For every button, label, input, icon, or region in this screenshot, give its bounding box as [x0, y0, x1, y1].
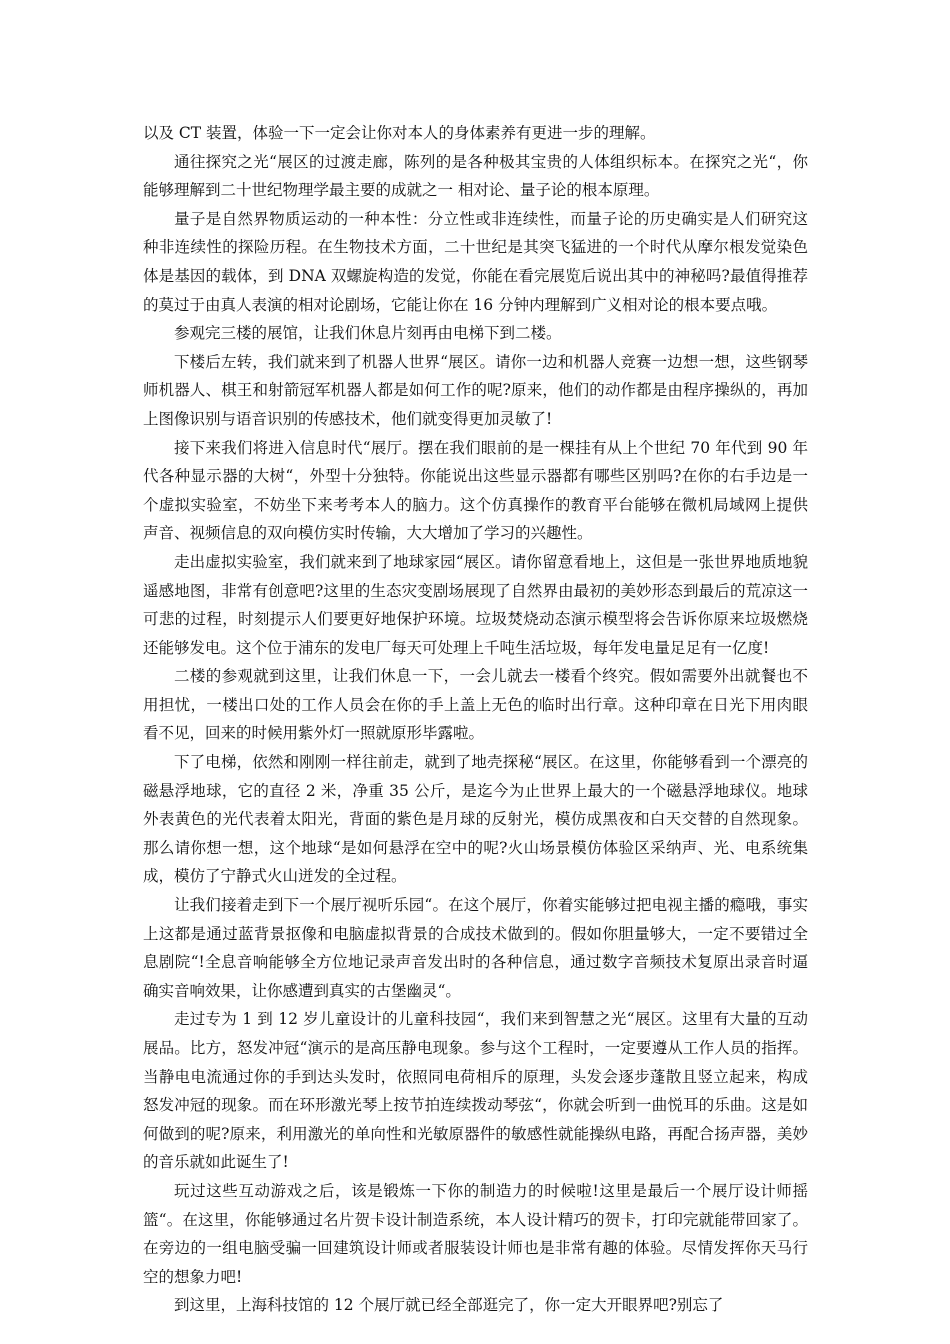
document-body — [143, 119, 808, 1320]
paragraph: 下楼后左转，我们就来到了机器人世界“展区。请你一边和机器人竞赛一边想一想，这些钢琴师机器人、棋王和射箭冠军机器人都是如何工作的呢?原来，他们的动作都是由程序操纵的，再加上图像识别与语音识别的传感技术，他们就变得更加灵敏了! — [143, 352, 808, 428]
paragraph: 让我们接着走到下一个展厅视听乐园“。在这个展厅，你着实能够过把电视主播的瘾哦，事实上这都是通过蓝背景抠像和电脑虚拟背景的合成技术做到的。假如你胆量够大，一定不要错过全息剧院“!全息音响能够全方位地记录声音发出时的各种信息，通过数字音频技术复原出录音时逼确实音响效果，让你感遭到真实的古堡幽灵“。 — [143, 896, 808, 1000]
paragraph: 二楼的参观就到这里，让我们休息一下，一会儿就去一楼看个终究。假如需要外出就餐也不用担忧，一楼出口处的工作人员会在你的手上盖上无色的临时出行章。这种印章在日光下用肉眼看不见，回来的时候用紫外灯一照就原形毕露啦。 — [143, 667, 808, 743]
paragraph: 走过专为 1 到 12 岁儿童设计的儿童科技园“，我们来到智慧之光“展区。这里有大量的互动展品。比方，怒发冲冠“演示的是高压静电现象。参与这个工程时，一定要遵从工作人员的指挥。当静电电流通过你的手到达头发时，依照同电荷相斥的原理，头发会逐步蓬散且竖立起来，构成怒发冲冠的现象。而在环形激光琴上按节拍连续拨动琴弦“，你就会听到一曲悦耳的乐曲。这是如何做到的呢?原来，利用激光的单向性和光敏原器件的敏感性就能操纵电路，再配合扬声器，美妙的音乐就如此诞生了! — [143, 1010, 808, 1172]
paragraph: 走出虚拟实验室，我们就来到了地球家园“展区。请你留意看地上，这但是一张世界地质地貌遥感地图，非常有创意吧?这里的生态灾变剧场展现了自然界由最初的美妙形态到最后的荒凉这一可悲的过程，时刻提示人们要更好地保护环境。垃圾焚烧动态演示模型将会告诉你原来垃圾燃烧还能够发电。这个位于浦东的发电厂每天可处理上千吨生活垃圾，每年发电量足足有一亿度! — [143, 552, 808, 657]
paragraph: 量子是自然界物质运动的一种本性：分立性或非连续性，而量子论的历史确实是人们研究这种非连续性的探险历程。在生物技术方面，二十世纪是其突飞猛进的一个时代从摩尔根发觉染色体是基因的载体，到 DNA 双螺旋构造的发觉，你能在看完展览后说出其中的神秘吗?最值得推荐的莫过于由真人表演的相对论剧场，它能让你在 16 分钟内理解到广义相对论的根本要点哦。 — [143, 209, 808, 314]
paragraph: 参观完三楼的展馆，让我们休息片刻再由电梯下到二楼。 — [174, 324, 562, 343]
paragraph: 以及 CT 装置，体验一下一定会让你对本人的身体素养有更进一步的理解。 — [143, 124, 656, 142]
paragraph: 到这里，上海科技馆的 12 个展厅就已经全部逛完了，你一定大开眼界吧?别忘了 — [174, 1296, 724, 1315]
paragraph: 玩过这些互动游戏之后，该是锻炼一下你的制造力的时候啦!这里是最后一个展厅设计师摇篮“。在这里，你能够通过名片贺卡设计制造系统，本人设计精巧的贺卡，打印完就能带回家了。在旁边的一组电脑受骗一回建筑设计师或者服装设计师也是非常有趣的体验。尽情发挥你天马行空的想象力吧! — [143, 1181, 808, 1286]
paragraph: 接下来我们将进入信息时代“展厅。摆在我们眼前的是一棵挂有从上个世纪 70 年代到 90 年代各种显示器的大树“，外型十分独特。你能说出这些显示器都有哪些区别吗?在你的右手边是一个虚拟实验室，不妨坐下来考考本人的脑力。这个仿真操作的教育平台能够在微机局域网上提供声音、视频信息的双向模仿实时传输，大大增加了学习的兴趣性。 — [143, 438, 808, 543]
paragraph: 下了电梯，依然和刚刚一样往前走，就到了地壳探秘“展区。在这里，你能够看到一个漂亮的磁悬浮地球，它的直径 2 米，净重 35 公斤，是迄今为止世界上最大的一个磁悬浮地球仪。地球外表黄色的光代表着太阳光，背面的紫色是月球的反射光，模仿成黑夜和白天交替的自然现象。那么请你想一想，这个地球“是如何悬浮在空中的呢?火山场景模仿体验区采纳声、光、电系统集成，模仿了宁静式火山迸发的全过程。 — [143, 753, 808, 886]
paragraph: 通往探究之光“展区的过渡走廊，陈列的是各种极其宝贵的人体组织标本。在探究之光“，你能够理解到二十世纪物理学最主要的成就之一 相对论、量子论的根本原理。 — [143, 152, 808, 200]
